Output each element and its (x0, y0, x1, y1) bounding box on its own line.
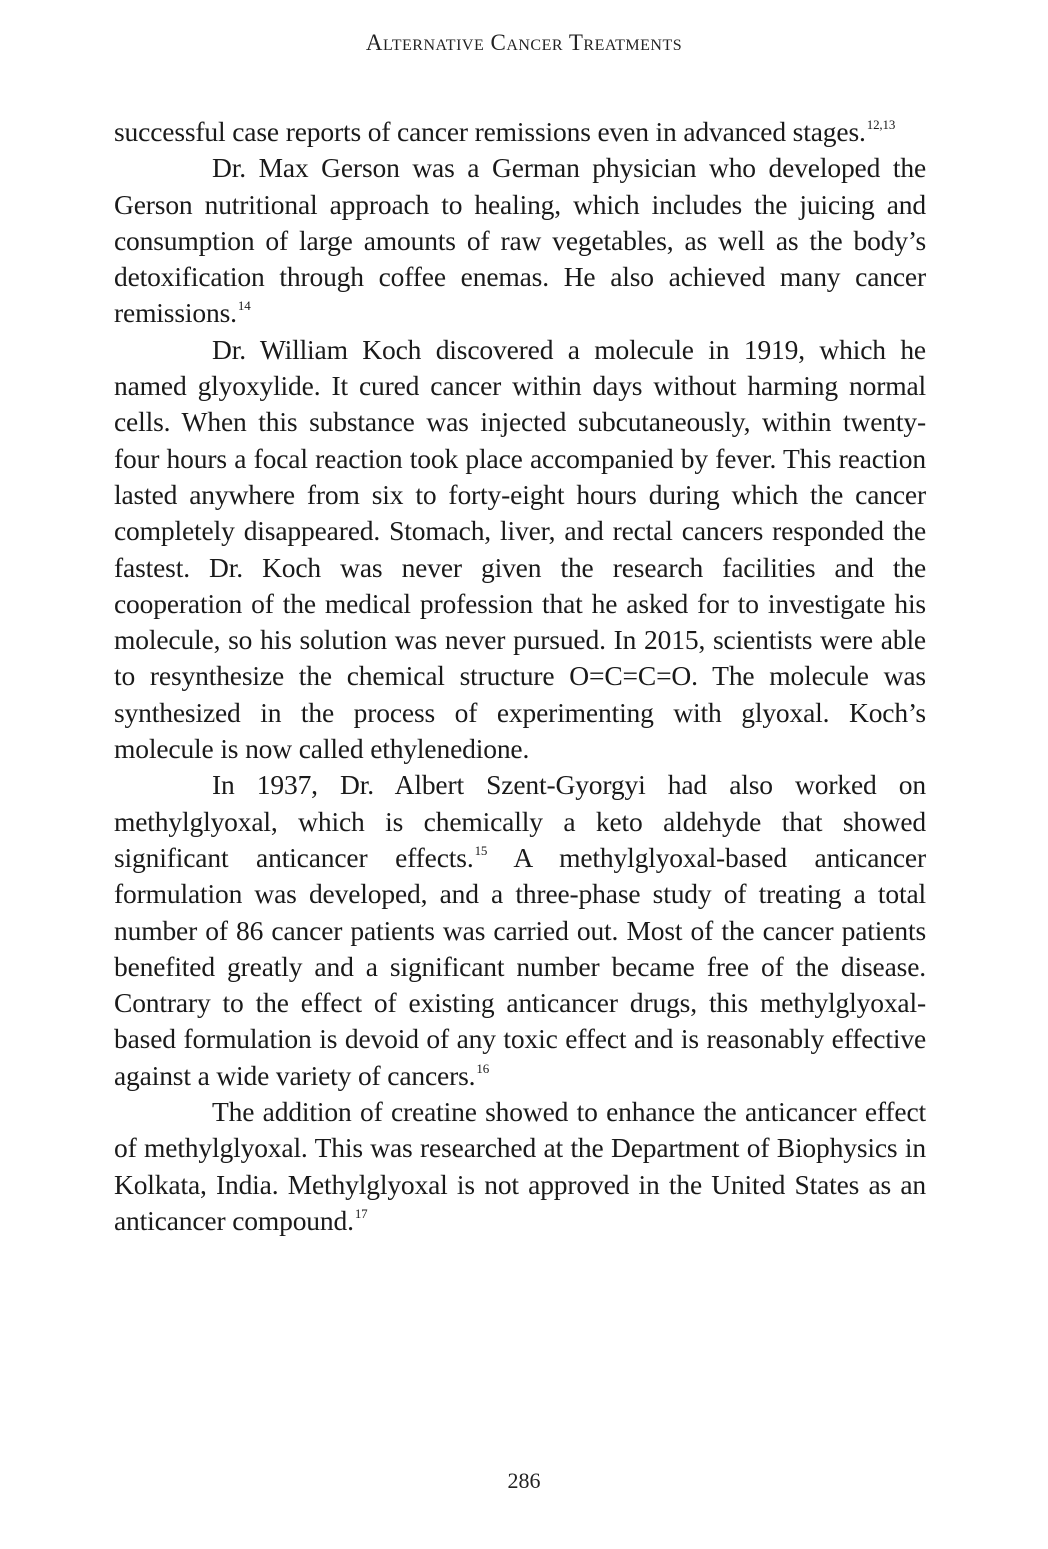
paragraph-text: The addition of creatine showed to enhance the anticancer effect of methylglyoxal. This was researched at the Department of Biophysics in Kolkata, India. Methylglyoxal is not approved in the United States as an anticancer compound. (114, 1096, 926, 1236)
paragraph-text: In 1937, Dr. Albert Szent-Gyorgyi had also worked on methylglyoxal, which is chemically a keto aldehyde that showed significant anticancer effects. (114, 769, 926, 873)
footnote-ref: 14 (237, 298, 251, 314)
footnote-ref: 16 (476, 1060, 490, 1076)
paragraph-koch (114, 332, 926, 768)
paragraph-szent-gyorgyi (114, 767, 926, 1094)
footnote-ref: 15 (474, 842, 488, 858)
body-text (114, 114, 926, 1239)
footnote-ref: 12,13 (866, 117, 896, 132)
paragraph-text: Dr. Max Gerson was a German physician who developed the Gerson nutritional approach to healing, which includes the juicing and consumption of large amounts of raw vegetables, as well as the body’s detoxification through coffee enemas. He also achieved many cancer remissions. (114, 152, 926, 329)
running-header: Alternative Cancer Treatments (365, 30, 683, 55)
paragraph-case-reports (114, 114, 926, 150)
paragraph-creatine (114, 1094, 926, 1239)
paragraph-text: A methylglyoxal-based anticancer formulation was developed, and a three-phase study of treating a total number of 86 cancer patients was carried out. Most of the cancer patients benefited greatly and a significant number became free of the disease. Contrary to the effect of existing anticancer drugs, this methylglyoxal-based formulation is devoid of any toxic effect and is reasonably effective against a wide variety of cancers. (114, 841, 926, 1091)
footnote-ref: 17 (354, 1205, 368, 1221)
paragraph-gerson (114, 150, 926, 331)
paragraph-text: successful case reports of cancer remissions even in advanced stages. (114, 116, 866, 147)
page-number: 286 (507, 1468, 541, 1493)
paragraph-text: Dr. William Koch discovered a molecule in 1919, which he named glyoxylide. It cured cancer within days without harming normal cells. When this substance was injected subcutaneously, within twenty-four hours a focal reaction took place accompanied by fever. This reaction lasted anywhere from six to forty-eight hours during which the cancer completely disappeared. Stomach, liver, and rectal cancers responded the fastest. Dr. Koch was never given the research facilities and the cooperation of the medical profession that he asked for to investigate his molecule, so his solution was never pursued. In 2015, scientists were able to resynthesize the chemical structure O=C=C=O. The molecule was synthesized in the process of experimenting with glyoxal. Koch’s molecule is now called ethylenedione. (114, 333, 926, 765)
